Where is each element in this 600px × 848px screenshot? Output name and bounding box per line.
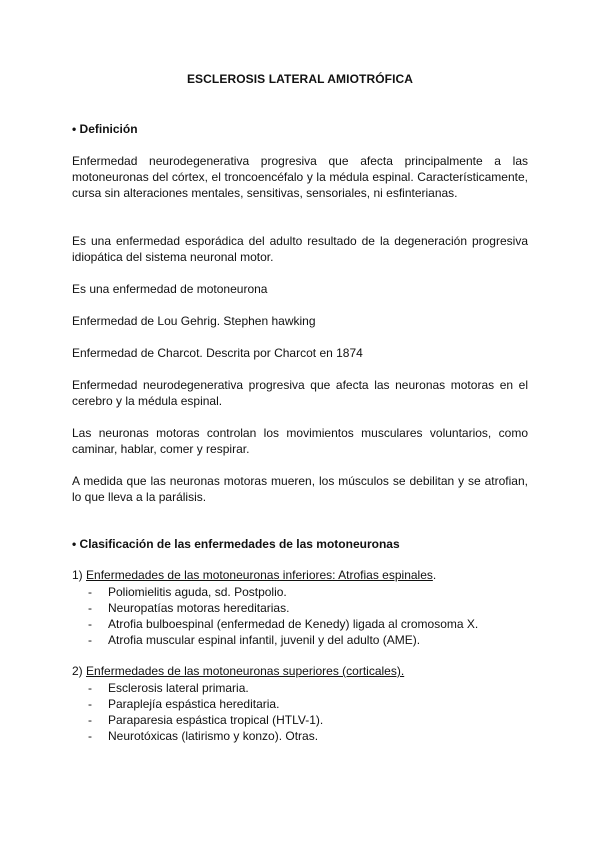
list-item: - Paraplejía espástica hereditaria.	[88, 697, 280, 711]
group-title-superiores	[72, 664, 404, 678]
paragraph-motoneurona: Es una enfermedad de motoneurona	[72, 282, 268, 296]
list-inferiores	[88, 584, 478, 648]
list-item: - Atrofia bulboespinal (enfermedad de Kenedy) ligada al cromosoma X.	[88, 617, 479, 631]
section-heading-definicion: • Definición	[72, 122, 138, 136]
dash-bullet: -	[88, 713, 92, 727]
dash-bullet: -	[88, 729, 92, 743]
list-item: - Neurotóxicas (latirismo y konzo). Otras.	[88, 729, 319, 743]
paragraph-paralisis: A medida que las neuronas motoras mueren, los músculos se debilitan y se atrofian, lo que lleva a la parálisis.	[72, 474, 528, 504]
paragraph-neuronas-motoras: Las neuronas motoras controlan los movimientos musculares voluntarios, como caminar, hablar, comer y respirar.	[72, 426, 528, 456]
group-number: 2)	[72, 664, 87, 678]
paragraph-lou-gehrig: Enfermedad de Lou Gehrig. Stephen hawking	[72, 314, 316, 328]
list-item: - Paraparesia espástica tropical (HTLV-1).	[88, 713, 324, 727]
dash-bullet: -	[88, 633, 92, 647]
paragraph-definition: Enfermedad neurodegenerativa progresiva que afecta principalmente a las motoneuronas del córtex, el troncoencéfalo y la médula espinal. Característicamente, cursa sin alteraciones mentales, sensitivas, sensoriales, ni esfinterianas.	[72, 154, 528, 200]
group-title-text: Enfermedades de las motoneuronas inferiores: Atrofias espinales	[86, 568, 433, 582]
paragraph-esporadica: Es una enfermedad esporádica del adulto resultado de la degeneración progresiva idiopática del sistema neuronal motor.	[72, 234, 528, 264]
list-item: - Esclerosis lateral primaria.	[88, 681, 249, 695]
group-number: 1)	[72, 568, 87, 582]
dash-bullet: -	[88, 617, 92, 631]
dash-bullet: -	[88, 601, 92, 615]
group-title-suffix: .	[432, 568, 437, 582]
dash-bullet: -	[88, 697, 92, 711]
list-item: - Poliomielitis aguda, sd. Postpolio.	[88, 585, 287, 599]
list-item: - Atrofia muscular espinal infantil, juvenil y del adulto (AME).	[88, 633, 421, 647]
document-title: ESCLEROSIS LATERAL AMIOTRÓFICA	[186, 72, 414, 86]
list-item: - Neuropatías motoras hereditarias.	[88, 601, 290, 615]
group-title-text: Enfermedades de las motoneuronas superiores (corticales).	[86, 664, 405, 678]
section-heading-clasificacion: • Clasificación de las enfermedades de las motoneuronas	[72, 537, 400, 551]
paragraph-charcot: Enfermedad de Charcot. Descrita por Charcot en 1874	[72, 346, 363, 360]
list-superiores	[88, 680, 323, 744]
dash-bullet: -	[88, 681, 92, 695]
paragraph-neurodegenerativa: Enfermedad neurodegenerativa progresiva que afecta las neuronas motoras en el cerebro y la médula espinal.	[72, 378, 528, 408]
dash-bullet: -	[88, 585, 92, 599]
group-title-inferiores	[72, 568, 436, 582]
